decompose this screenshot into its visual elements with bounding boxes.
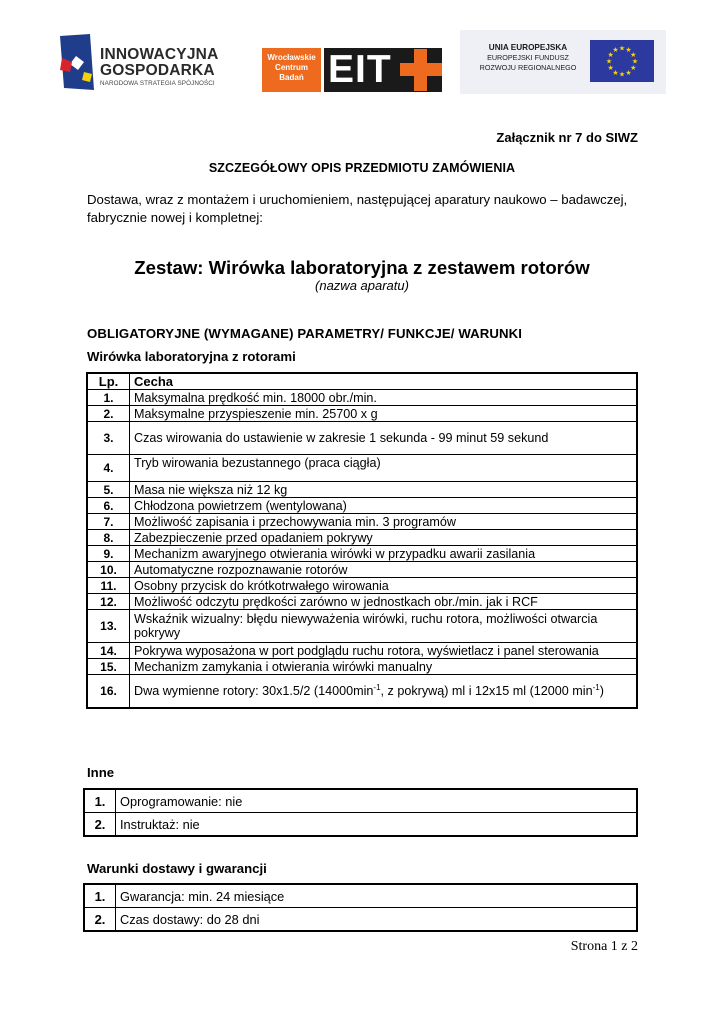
eu-flag-icon: [590, 40, 654, 82]
wcb-eit-logo: [262, 48, 444, 92]
eu-star-icon: ★: [630, 65, 637, 72]
table-row: [87, 514, 637, 530]
eu-star-icon: ★: [612, 69, 619, 77]
section-other-heading: Inne: [87, 765, 115, 780]
row-text: [130, 675, 638, 708]
eu-line3: ROZWOJU REGIONALNEGO: [479, 63, 577, 72]
innowacyjna-gospodarka-logo: [58, 32, 238, 94]
eu-star-icon: ★: [618, 45, 626, 53]
row-text: Chłodzona powietrzem (wentylowana): [130, 498, 638, 514]
row-text: Gwarancja: min. 24 miesiące: [116, 884, 638, 908]
eu-star-icon: ★: [612, 47, 619, 55]
row-text: Możliwość zapisania i przechowywania min. 3 programów: [130, 514, 638, 530]
superscript: -1: [592, 682, 600, 692]
table-row: [84, 884, 637, 908]
other-table: [83, 788, 638, 837]
row-number: 1.: [87, 390, 130, 406]
ig-line1: INNOWACYJNA: [100, 46, 219, 63]
table-row: [87, 482, 637, 498]
row-number: 10.: [87, 562, 130, 578]
table-header-row: [87, 373, 637, 390]
table-row: [87, 498, 637, 514]
eu-star-icon: ★: [631, 58, 639, 66]
ig-line2: GOSPODARKA: [100, 62, 215, 79]
section-centrifuge-heading: Wirówka laboratoryjna z rotorami: [87, 349, 296, 364]
row-text: Automatyczne rozpoznawanie rotorów: [130, 562, 638, 578]
row-number: 8.: [87, 530, 130, 546]
row-number: 11.: [87, 578, 130, 594]
wcb-line2: Centrum: [275, 63, 308, 72]
eu-star-icon: ★: [607, 52, 614, 59]
page-number: Strona 1 z 2: [570, 939, 638, 954]
table-row: [87, 659, 637, 675]
obligatory-heading: OBLIGATORYJNE (WYMAGANE) PARAMETRY/ FUNKCJE/ WARUNKI: [87, 326, 523, 341]
eu-star-icon: ★: [625, 47, 632, 55]
table-row: [87, 562, 637, 578]
wcb-orange-box: [262, 48, 321, 92]
row-number: 15.: [87, 659, 130, 675]
eu-star-icon: ★: [607, 65, 614, 72]
superscript: -1: [373, 682, 381, 692]
row-number: 6.: [87, 498, 130, 514]
requirements-table: [86, 372, 638, 709]
row-text: Mechanizm zamykania i otwierania wirówki manualny: [130, 659, 638, 675]
row-text: Tryb wirowania bezustannego (praca ciągła): [130, 455, 638, 482]
eu-stars: [590, 40, 654, 82]
row-text: Czas wirowania do ustawienie w zakresie 1 sekunda - 99 minut 59 sekund: [130, 422, 638, 455]
eu-star-icon: ★: [618, 71, 626, 79]
row-number: 13.: [87, 610, 130, 643]
row-text: Osobny przycisk do krótkotrwałego wirowania: [130, 578, 638, 594]
annex-label: Załącznik nr 7 do SIWZ: [496, 130, 638, 145]
ig-emblem-icon: [58, 32, 98, 92]
row-number: 7.: [87, 514, 130, 530]
intro-paragraph: Dostawa, wraz z montażem i uruchomieniem, następującej aparatury naukowo – badawczej, fabrycznie nowej i kompletnej:: [87, 192, 628, 225]
row-number: 2.: [87, 406, 130, 422]
row-text: Wskaźnik wizualny: błędu niewyważenia wirówki, ruchu rotora, możliwości otwarcia pokrywy: [130, 610, 638, 643]
table-row: [87, 546, 637, 562]
wcb-line1: Wrocławskie: [267, 53, 316, 62]
table-row: [87, 594, 637, 610]
row-text: Mechanizm awaryjnego otwierania wirówki w przypadku awarii zasilania: [130, 546, 638, 562]
ig-subtitle: NARODOWA STRATEGIA SPÓJNOŚCI: [100, 80, 215, 87]
column-header-lp: Lp.: [87, 373, 130, 390]
eu-star-icon: ★: [605, 58, 613, 66]
row-text: Maksymalne przyspieszenie min. 25700 x g: [130, 406, 638, 422]
row-text-part: , z pokrywą) ml i 12x15 ml (12000 min: [380, 683, 593, 698]
delivery-table: [83, 883, 638, 932]
column-header-feature: Cecha: [130, 373, 638, 390]
document-title: SZCZEGÓŁOWY OPIS PRZEDMIOTU ZAMÓWIENIA: [208, 161, 516, 175]
table-row: [87, 406, 637, 422]
plus-icon-vertical: [414, 49, 427, 91]
row-number: 12.: [87, 594, 130, 610]
row-number: 14.: [87, 643, 130, 659]
table-row: [87, 422, 637, 455]
table-row: [84, 789, 637, 813]
row-text: Oprogramowanie: nie: [116, 789, 638, 813]
row-text: Czas dostawy: do 28 dni: [116, 908, 638, 932]
table-row: [87, 578, 637, 594]
row-text: Masa nie większa niż 12 kg: [130, 482, 638, 498]
wcb-line3: Badań: [279, 73, 304, 82]
row-text: Maksymalna prędkość min. 18000 obr./min.: [130, 390, 638, 406]
eu-logo: [460, 30, 666, 94]
table-row: [87, 390, 637, 406]
row-text: Możliwość odczytu prędkości zarówno w jednostkach obr./min. jak i RCF: [130, 594, 638, 610]
table-row: [87, 455, 637, 482]
eu-line1: UNIA EUROPEJSKA: [488, 43, 568, 52]
row-text: Pokrywa wyposażona w port podglądu ruchu rotora, wyświetlacz i panel sterowania: [130, 643, 638, 659]
row-number: 2.: [84, 813, 116, 837]
row-number: 5.: [87, 482, 130, 498]
table-row: [87, 610, 637, 643]
row-number: 1.: [84, 884, 116, 908]
eu-star-icon: ★: [625, 69, 632, 77]
row-text: Zabezpieczenie przed opadaniem pokrywy: [130, 530, 638, 546]
eit-mark: EIT: [328, 48, 392, 91]
row-text: Instruktaż: nie: [116, 813, 638, 837]
table-row: [87, 643, 637, 659]
row-number: 9.: [87, 546, 130, 562]
eu-star-icon: ★: [630, 52, 637, 59]
table-row: [87, 675, 637, 708]
row-number: 3.: [87, 422, 130, 455]
table-row: [84, 908, 637, 932]
row-number: 16.: [87, 675, 130, 708]
set-subtitle: (nazwa aparatu): [315, 278, 409, 293]
eu-line2: EUROPEJSKI FUNDUSZ: [487, 53, 569, 62]
set-title: Zestaw: Wirówka laboratoryjna z zestawem rotorów: [134, 257, 590, 278]
eu-text: [466, 42, 590, 73]
table-row: [87, 530, 637, 546]
row-text-part: Dwa wymienne rotory: 30x1.5/2 (14000min: [134, 683, 374, 698]
row-number: 4.: [87, 455, 130, 482]
row-number: 1.: [84, 789, 116, 813]
table-row: [84, 813, 637, 837]
row-number: 2.: [84, 908, 116, 932]
row-text-part: ): [599, 683, 604, 698]
section-delivery-heading: Warunki dostawy i gwarancji: [87, 861, 267, 876]
